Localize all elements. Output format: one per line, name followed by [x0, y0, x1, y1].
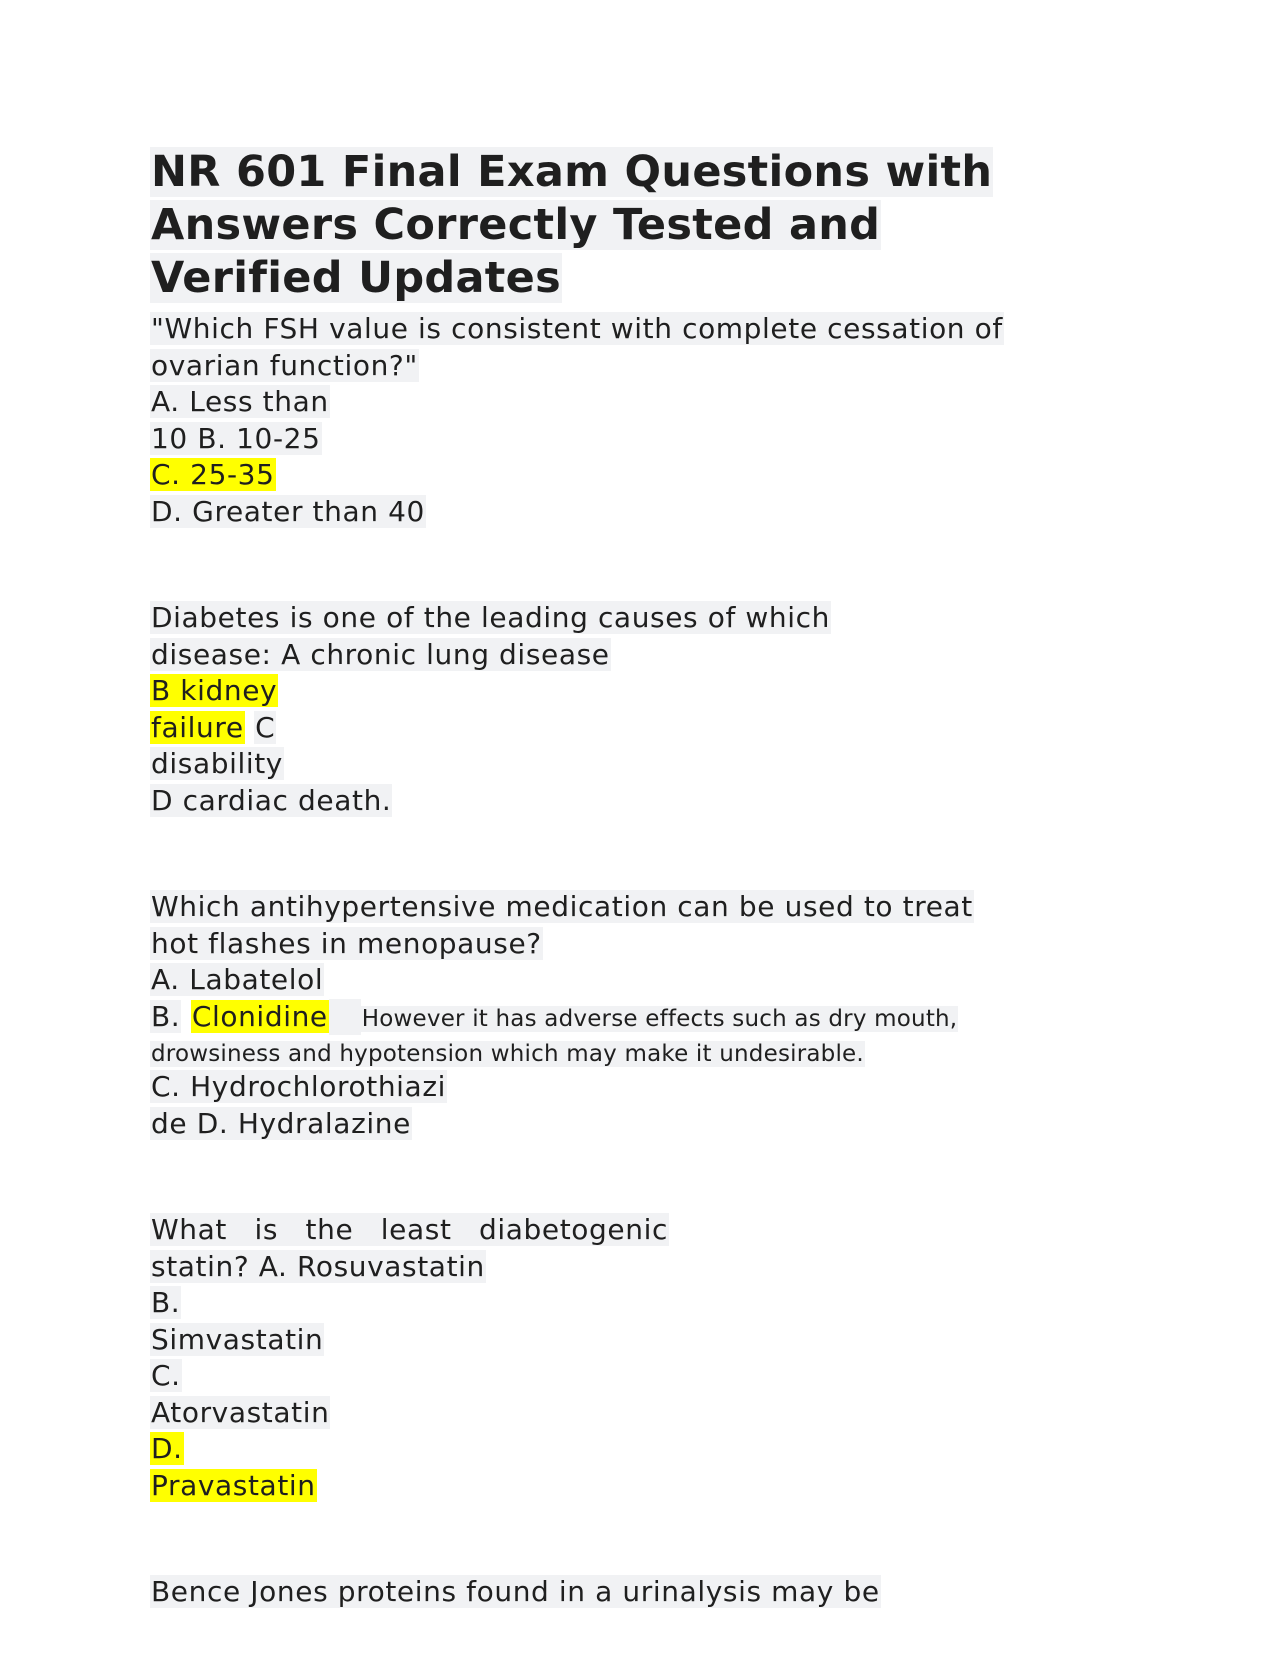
q3-option-b-label: B.: [151, 999, 181, 1033]
q4-option-d-answer: Pravastatin: [151, 1468, 316, 1502]
document-page: [150, 146, 1150, 1611]
q1-option-b: 10 B. 10-25: [151, 421, 321, 455]
q4-option-c: Atorvastatin: [151, 1395, 330, 1429]
title-line-2: Answers Correctly Tested and: [151, 200, 881, 250]
q2-option-d: D cardiac death.: [151, 783, 392, 817]
spacer: [150, 1142, 1150, 1212]
spacer: [150, 1504, 1150, 1574]
q2-option-c: disability: [151, 747, 283, 780]
document-title: [150, 146, 1150, 305]
q4-option-b: Simvastatin: [151, 1322, 324, 1356]
spacer: [150, 530, 1150, 600]
spacer: [150, 819, 1150, 889]
q3-gap: [329, 999, 361, 1036]
q2-option-c-label: C: [255, 710, 276, 744]
q3-option-c-part-2-option-d: de D. Hydralazine: [151, 1106, 411, 1140]
q4-option-c-label: C.: [151, 1359, 181, 1392]
question-4: [150, 1212, 1150, 1504]
q2-stem-line-2: disease: A chronic lung disease: [151, 637, 610, 671]
q2-option-b-answer-2: failure: [151, 710, 244, 744]
title-line-1: NR 601 Final Exam Questions with: [151, 147, 993, 197]
q1-option-d: D. Greater than 40: [151, 494, 425, 528]
q5-stem-line-1: Bence Jones proteins found in a urinalysis may be: [151, 1575, 880, 1608]
q1-stem-line-2: ovarian function?": [151, 348, 418, 382]
question-3: [150, 889, 1150, 1142]
q3-option-c-part-1: C. Hydrochlorothiazi: [151, 1070, 446, 1103]
q4-stem-line-1: What is the least diabetogenic: [151, 1213, 668, 1246]
q3-stem-line-1: Which antihypertensive medication can be used to treat: [151, 890, 973, 923]
question-2: [150, 600, 1150, 819]
q4-option-d-label-answer: D.: [151, 1432, 183, 1465]
q1-option-c-answer: C. 25-35: [151, 458, 275, 491]
question-1: [150, 311, 1150, 530]
q3-stem-line-2: hot flashes in menopause?: [151, 926, 542, 960]
title-line-3: Verified Updates: [151, 253, 562, 303]
question-5: [150, 1574, 1150, 1611]
q4-stem-line-2: statin? A. Rosuvastatin: [151, 1249, 485, 1283]
q1-stem-line-1: "Which FSH value is consistent with complete cessation of: [151, 312, 1003, 345]
q4-option-b-label: B.: [151, 1286, 181, 1319]
q2-option-b-answer-1: B kidney: [151, 674, 278, 707]
q1-option-a: A. Less than: [151, 385, 329, 418]
q3-answer-note-line-2: drowsiness and hypotension which may make it undesirable.: [151, 1041, 864, 1067]
q3-answer-note-line-1: However it has adverse effects such as dry mouth,: [361, 1005, 958, 1032]
q3-option-a: A. Labatelol: [151, 963, 324, 996]
q3-option-b-answer: Clonidine: [191, 999, 328, 1033]
q2-stem-line-1: Diabetes is one of the leading causes of which: [151, 601, 830, 634]
